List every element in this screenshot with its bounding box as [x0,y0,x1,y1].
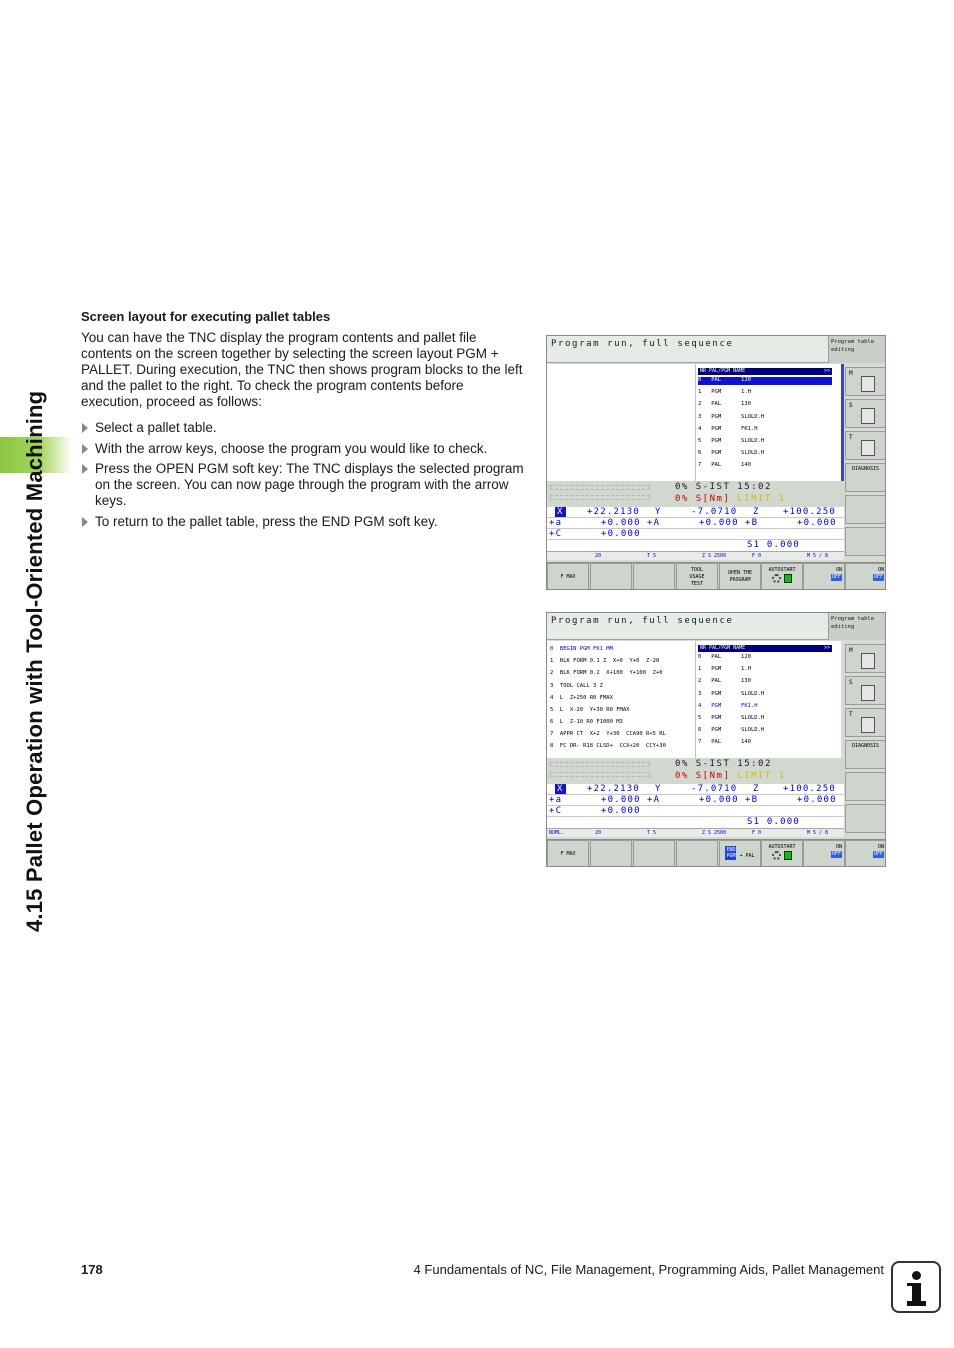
pallet-row[interactable]: 5 PGM SLOLD.H [698,715,765,721]
pallet-row[interactable]: 3 PGM SLOLD.H [698,414,765,420]
tool-icon [861,440,875,456]
program-block[interactable]: 6 L Z-10 R0 F1000 M3 [550,719,623,725]
softkey-diagnosis[interactable]: DIAGNOSIS [845,463,886,492]
status-minibar: 20 T 5 Z S 2500 F 0 M 5 / 8 [547,551,844,560]
pallet-table-pane[interactable] [695,641,841,758]
position-row-c: +C +0.000 [547,806,844,817]
m-function-icon [861,376,875,392]
pallet-row[interactable]: 7 PAL 140 [698,739,751,745]
step-arrow-icon [82,464,88,474]
program-block[interactable]: 0 BEGIN PGM FK1 MM [550,646,613,652]
tool-icon [861,717,875,733]
screen-header-mode[interactable]: Program table editing [828,336,886,363]
status-display [547,481,844,507]
softkey-toggle-on-off-2[interactable]: ON OFF [845,840,886,867]
pallet-row[interactable]: 0 PAL 120 [698,654,751,660]
position-row-xyz: X +22.2130 Y -7.0710 Z +100.250 [547,784,844,795]
softkey-empty[interactable] [845,495,886,524]
softkey-empty[interactable] [845,527,886,556]
step-item: To return to the pallet table, press the END PGM soft key. [81,514,526,530]
softkey-empty[interactable] [633,840,675,867]
softkey-toggle-on-off[interactable]: ON OFF [803,563,845,590]
softkey-m-function[interactable]: M [845,367,886,396]
step-item: With the arrow keys, choose the program you would like to check. [81,441,526,457]
step-item: Select a pallet table. [81,420,526,436]
softkey-fmax[interactable]: F MAX [547,840,589,867]
status-ghost-bar [550,485,650,490]
pallet-row[interactable]: 7 PAL 140 [698,462,751,468]
pallet-row[interactable]: 0 PAL 120 [698,377,832,385]
pallet-row[interactable]: 2 PAL 130 [698,401,751,407]
pallet-row[interactable]: 5 PGM SLOLD.H [698,438,765,444]
softkey-tool[interactable]: T [845,431,886,460]
vertical-softkeys [844,364,886,558]
position-row-xyz: X +22.2130 Y -7.0710 Z +100.250 [547,507,844,518]
page-number: 178 [81,1262,103,1277]
softkey-autostart[interactable]: AUTOSTART [761,563,803,590]
arrow-right-icon: ➜ [739,853,743,859]
pallet-row[interactable]: 6 PGM SLOLD.H [698,450,765,456]
softkey-tool-usage-test[interactable]: TOOL USAGE TEST [676,563,718,590]
spindle-readout: S1 0.000 [547,817,844,828]
softkey-diagnosis[interactable]: DIAGNOSIS [845,740,886,769]
pallet-row[interactable]: 6 PGM SLOLD.H [698,727,765,733]
pallet-table-header: NR PAL/PGM NAME >> [700,645,830,651]
step-item: Press the OPEN PGM soft key: The TNC displays the selected program on the screen. You can now page through the program with the arrow keys. [81,461,526,509]
softkey-empty[interactable] [845,772,886,801]
softkey-tool[interactable]: T [845,708,886,737]
status-line-torque: 0% S[Nm] LIMIT 1 [675,494,786,504]
status-line-spindle: 0% S-IST 15:02 [675,759,772,769]
pallet-table-pane[interactable] [695,364,841,481]
status-minibar: NOML. 20 T 5 Z S 2500 F 0 M 5 / 8 [547,828,844,837]
pallet-row-selected[interactable]: 4 PGM FK1.H [698,703,758,709]
pallet-row[interactable]: 3 PGM SLOLD.H [698,691,765,697]
softkey-open-program[interactable]: OPEN THE PROGRAM [719,563,761,590]
gear-icon [772,574,781,583]
gear-icon [772,851,781,860]
pallet-row[interactable]: 2 PAL 130 [698,678,751,684]
section-intro: You can have the TNC display the program contents and pallet file contents on the screen together by selecting the screen layout PGM + PALLET. During execution, the TNC then shows program blocks to the left and the pallet to the right. To check the program contents before execution, proceed as follows: [81,330,523,409]
section-heading: Screen layout for executing pallet tables [81,309,331,324]
position-row-c: +C +0.000 [547,529,844,540]
status-line-spindle: 0% S-IST 15:02 [675,482,772,492]
status-ghost-bar [550,495,650,500]
step-arrow-icon [82,423,88,433]
pallet-row[interactable]: 4 PGM FK1.H [698,426,758,432]
program-pane[interactable] [547,641,695,758]
tnc-screen-pgm-pallet-view [546,612,886,867]
screen-header: Program run, full sequence [547,336,828,363]
status-ghost-bar [550,762,650,767]
step-arrow-icon [82,444,88,454]
program-block[interactable]: 7 APPR CT X+2 Y+30 CCA90 R+5 RL [550,731,666,737]
program-block[interactable]: 1 BLK FORM 0.1 Z X+0 Y+0 Z-20 [550,658,660,664]
spindle-icon [861,408,875,424]
position-row-rotary: +a +0.000 +A +0.000 +B +0.000 [547,518,844,529]
pallet-row[interactable]: 1 PGM 1.H [698,389,751,395]
softkey-m-function[interactable]: M [845,644,886,673]
softkey-spindle[interactable]: S [845,399,886,428]
step-list [81,420,526,534]
softkey-toggle-on-off[interactable]: ON OFF [803,840,845,867]
pallet-row[interactable]: 1 PGM 1.H [698,666,751,672]
spindle-readout: S1 0.000 [547,540,844,551]
info-icon [891,1261,941,1313]
softkey-autostart[interactable]: AUTOSTART [761,840,803,867]
softkey-spindle[interactable]: S [845,676,886,705]
softkey-empty[interactable] [633,563,675,590]
pallet-table-header: NR PAL/PGM NAME >> [700,368,830,374]
softkey-toggle-on-off-2[interactable]: ON OFF [845,563,886,590]
softkey-bar [547,562,886,590]
chapter-side-title: 4.15 Pallet Operation with Tool-Oriented Machining [22,390,47,932]
start-icon [784,574,792,583]
chapter-footer: 4 Fundamentals of NC, File Management, Programming Aids, Pallet Management [413,1262,884,1277]
screen-header: Program run, full sequence [547,613,828,640]
program-pane-empty [547,364,695,481]
program-block[interactable]: 4 L Z+250 R0 FMAX [550,695,613,701]
program-block[interactable]: 8 FC DR- R18 CLSD+ CCX+20 CCY+30 [550,743,666,749]
start-icon [784,851,792,860]
tnc-screen-pallet-view [546,335,886,590]
program-block[interactable]: 5 L X-20 Y+30 R0 FMAX [550,707,630,713]
softkey-empty[interactable] [845,804,886,833]
status-ghost-bar [550,772,650,777]
status-display [547,758,844,784]
spindle-icon [861,685,875,701]
screen-header-mode[interactable]: Program table editing [828,613,886,640]
softkey-empty[interactable] [590,563,632,590]
softkey-empty[interactable] [676,840,718,867]
softkey-bar [547,839,886,867]
program-block[interactable]: 2 BLK FORM 0.2 X+100 Y+100 Z+0 [550,670,663,676]
vertical-softkeys [844,641,886,835]
position-row-rotary: +a +0.000 +A +0.000 +B +0.000 [547,795,844,806]
softkey-end-pgm[interactable]: END PGM ➜ PAL [719,840,761,867]
step-arrow-icon [82,517,88,527]
status-line-torque: 0% S[Nm] LIMIT 1 [675,771,786,781]
softkey-fmax[interactable]: F MAX [547,563,589,590]
m-function-icon [861,653,875,669]
softkey-empty[interactable] [590,840,632,867]
end-pgm-icon: END PGM [726,847,736,859]
program-block[interactable]: 3 TOOL CALL 3 Z [550,683,603,689]
